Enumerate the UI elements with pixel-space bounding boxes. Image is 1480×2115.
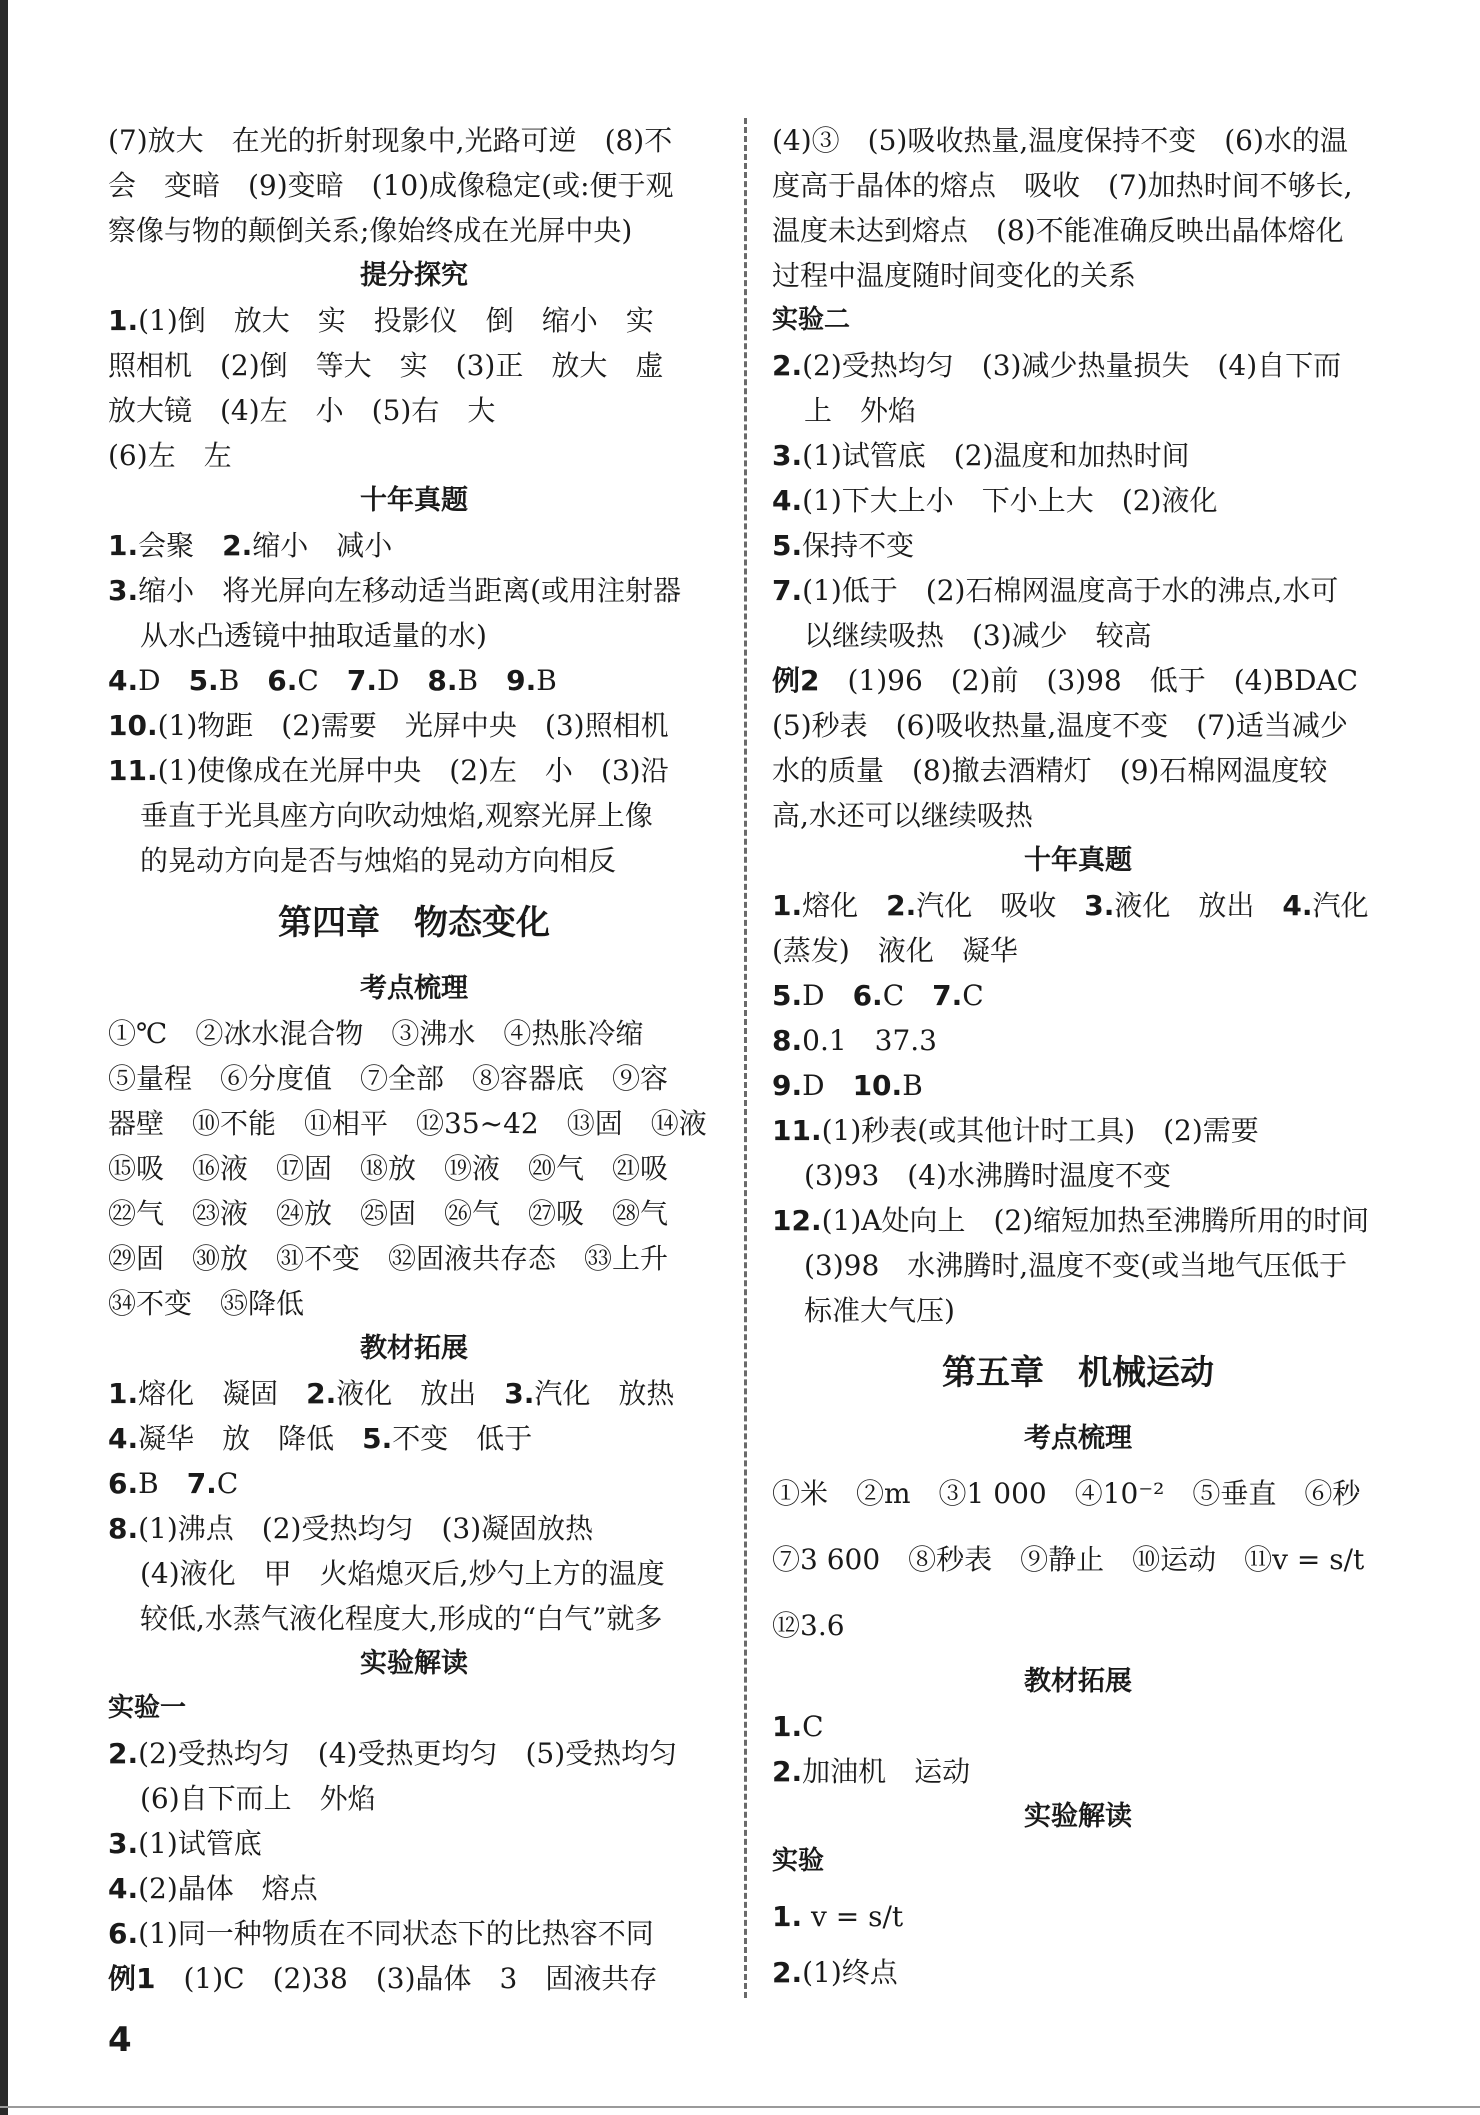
question-number: 3. xyxy=(108,574,139,607)
question-number: 9. xyxy=(506,664,537,697)
answer-text: (2)受热均匀 (4)受热更均匀 (5)受热均匀 xyxy=(138,1737,678,1770)
answer-line xyxy=(108,1596,720,1641)
answer-text: (4)③ (5)吸收热量,温度保持不变 (6)水的温 xyxy=(772,124,1348,157)
answer-text: ㉒气 ㉓液 ㉔放 ㉕固 ㉖气 ㉗吸 ㉘气 xyxy=(108,1197,669,1230)
answer-line xyxy=(772,1950,1384,1995)
question-number: 8. xyxy=(427,664,458,697)
answer-text: 缩小 减小 xyxy=(252,529,393,562)
question-number: 2. xyxy=(108,1737,139,1770)
answer-line xyxy=(108,1011,720,1056)
section-heading: 教材拓展 xyxy=(1024,1666,1132,1697)
answer-text: (4)液化 甲 火焰熄灭后,炒勺上方的温度 xyxy=(140,1557,665,1590)
answer-text: 过程中温度随时间变化的关系 xyxy=(772,259,1137,292)
answer-text: 加油机 运动 xyxy=(802,1755,971,1788)
answer-line xyxy=(772,343,1384,388)
question-number: 1. xyxy=(772,1710,803,1743)
answer-line xyxy=(772,613,1384,658)
question-number: 4. xyxy=(108,1872,139,1905)
answer-text: 垂直于光具座方向吹动烛焰,观察光屏上像 xyxy=(140,799,653,832)
question-number: 1. xyxy=(108,304,139,337)
question-number: 8. xyxy=(108,1512,139,1545)
answer-text: 水的质量 (8)撤去酒精灯 (9)石棉网温度较 xyxy=(772,754,1328,787)
answer-line xyxy=(772,883,1384,928)
answer-line xyxy=(108,1821,720,1866)
question-number: 9. xyxy=(772,1069,803,1102)
answer-text: 察像与物的颠倒关系;像始终成在光屏中央) xyxy=(108,214,633,247)
answer-line xyxy=(108,1191,720,1236)
answer-line xyxy=(772,253,1384,298)
answer-line xyxy=(108,388,720,433)
answer-line xyxy=(108,613,720,658)
answer-line xyxy=(108,523,720,568)
answer-text: 温度未达到熔点 (8)不能准确反映出晶体熔化 xyxy=(772,214,1344,247)
answer-text: (6)自下而上 外焰 xyxy=(140,1782,376,1815)
answer-line xyxy=(772,1884,1384,1950)
answer-line xyxy=(108,1461,720,1506)
answer-text: (1)倒 放大 实 投影仪 倒 缩小 实 xyxy=(138,304,654,337)
question-number: 12. xyxy=(772,1204,822,1237)
answer-text: B xyxy=(536,664,557,697)
question-number: 6. xyxy=(108,1917,139,1950)
answer-text: 会 变暗 (9)变暗 (10)成像稳定(或:便于观 xyxy=(108,169,674,202)
answer-text: (7)放大 在光的折射现象中,光路可逆 (8)不 xyxy=(108,124,673,157)
answer-line xyxy=(108,118,720,163)
question-number: 例1 xyxy=(108,1962,156,1995)
question-number: 2. xyxy=(306,1377,337,1410)
question-number: 7. xyxy=(186,1467,217,1500)
answer-text: ⑫3.6 xyxy=(772,1609,845,1642)
answer-text: 保持不变 xyxy=(802,529,915,562)
answer-text: B xyxy=(138,1467,187,1500)
question-number: 11. xyxy=(108,754,158,787)
answer-text: C xyxy=(216,1467,239,1500)
answer-line xyxy=(108,658,720,703)
answer-line xyxy=(772,928,1384,973)
section-heading: 考点梳理 xyxy=(360,973,468,1004)
answer-line xyxy=(108,298,720,343)
answer-text: 液化 放出 xyxy=(1114,889,1283,922)
answer-text: (1)低于 (2)石棉网温度高于水的沸点,水可 xyxy=(802,574,1339,607)
answer-line xyxy=(772,1063,1384,1108)
answer-text: 熔化 xyxy=(802,889,887,922)
question-number: 4. xyxy=(1282,889,1313,922)
answer-text: 度高于晶体的熔点 吸收 (7)加热时间不够长, xyxy=(772,169,1353,202)
answer-text: 汽化 xyxy=(1312,889,1369,922)
answer-line xyxy=(772,1749,1384,1794)
answer-text: 会聚 xyxy=(138,529,223,562)
answer-line xyxy=(108,1236,720,1281)
question-number: 1. xyxy=(108,1377,139,1410)
answer-text: 器壁 ⑩不能 ⑪相平 ⑫35~42 ⑬固 ⑭液 xyxy=(108,1107,707,1140)
answer-text: ⑮吸 ⑯液 ⑰固 ⑱放 ⑲液 ⑳气 ㉑吸 xyxy=(108,1152,669,1185)
answer-text: (1)试管底 xyxy=(138,1827,262,1860)
answer-text: 液化 放出 xyxy=(336,1377,505,1410)
question-number: 3. xyxy=(1084,889,1115,922)
page-number: 4 xyxy=(108,2020,132,2060)
answer-text: ①米 ②m ③1 000 ④10⁻² ⑤垂直 ⑥秒 xyxy=(772,1477,1361,1510)
answer-line xyxy=(108,1866,720,1911)
answer-text: 以继续吸热 (3)减少 较高 xyxy=(804,619,1152,652)
answer-text: (2)晶体 熔点 xyxy=(138,1872,318,1905)
answer-line xyxy=(108,1956,720,2001)
answer-text: (1)下大上小 下小上大 (2)液化 xyxy=(802,484,1218,517)
right-column xyxy=(772,118,1384,1995)
answer-line xyxy=(108,1776,720,1821)
answer-line xyxy=(772,1198,1384,1243)
answer-line xyxy=(108,163,720,208)
answer-line xyxy=(772,1243,1384,1288)
answer-text: D xyxy=(138,664,189,697)
answer-line xyxy=(108,838,720,883)
answer-text: ⑤量程 ⑥分度值 ⑦全部 ⑧容器底 ⑨容 xyxy=(108,1062,669,1095)
answer-text: 放大镜 (4)左 小 (5)右 大 xyxy=(108,394,496,427)
answer-text: (1)同一种物质在不同状态下的比热容不同 xyxy=(138,1917,654,1950)
answer-line xyxy=(772,1593,1384,1659)
answer-text: (1)沸点 (2)受热均匀 (3)凝固放热 xyxy=(138,1512,594,1545)
section-heading: 实验解读 xyxy=(360,1648,468,1679)
answer-text: C xyxy=(297,664,347,697)
answer-text: 缩小 将光屏向左移动适当距离(或用注射器 xyxy=(138,574,682,607)
answer-text: C xyxy=(962,979,984,1012)
answer-line xyxy=(108,748,720,793)
answer-line xyxy=(772,388,1384,433)
sub-heading: 实验 xyxy=(772,1846,825,1876)
sub-heading: 实验一 xyxy=(108,1693,187,1723)
answer-line xyxy=(108,1416,720,1461)
bottom-rule xyxy=(0,2106,1480,2108)
question-number: 6. xyxy=(852,979,883,1012)
answer-line xyxy=(772,118,1384,163)
question-number: 10. xyxy=(108,709,158,742)
column-divider xyxy=(744,118,747,1998)
question-number: 例2 xyxy=(772,664,820,697)
answer-line xyxy=(772,568,1384,613)
answer-text: (1)96 (2)前 (3)98 低于 (4)BDAC xyxy=(819,664,1359,697)
chapter-title: 第四章 物态变化 xyxy=(278,903,550,943)
answer-line xyxy=(772,1153,1384,1198)
section-heading: 教材拓展 xyxy=(360,1333,468,1364)
question-number: 8. xyxy=(772,1024,803,1057)
answer-line xyxy=(108,1371,720,1416)
answer-text: C xyxy=(802,1710,824,1743)
question-number: 4. xyxy=(108,1422,139,1455)
question-number: 5. xyxy=(772,529,803,562)
question-number: 7. xyxy=(932,979,963,1012)
answer-text: 0.1 37.3 xyxy=(802,1024,937,1057)
question-number: 5. xyxy=(362,1422,393,1455)
answer-line xyxy=(108,208,720,253)
question-number: 2. xyxy=(886,889,917,922)
left-column xyxy=(108,118,720,2001)
answer-text: (1)物距 (2)需要 光屏中央 (3)照相机 xyxy=(157,709,669,742)
answer-text: (6)左 左 xyxy=(108,439,232,472)
question-number: 1. xyxy=(772,1900,803,1933)
answer-line xyxy=(772,433,1384,478)
answer-text: (1)使像成在光屏中央 (2)左 小 (3)沿 xyxy=(157,754,669,787)
question-number: 7. xyxy=(772,574,803,607)
answer-text: (1)C (2)38 (3)晶体 3 固液共存 xyxy=(155,1962,658,1995)
question-number: 5. xyxy=(772,979,803,1012)
answer-line xyxy=(772,1527,1384,1593)
answer-text: ⑦3 600 ⑧秒表 ⑨静止 ⑩运动 ⑪v = s/t xyxy=(772,1543,1365,1576)
question-number: 2. xyxy=(772,1956,803,1989)
answer-line xyxy=(108,1551,720,1596)
answer-text: (3)93 (4)水沸腾时温度不变 xyxy=(804,1159,1171,1192)
question-number: 6. xyxy=(108,1467,139,1500)
section-heading: 考点梳理 xyxy=(1024,1423,1132,1454)
answer-line xyxy=(772,523,1384,568)
answer-text: 不变 低于 xyxy=(392,1422,533,1455)
answer-line xyxy=(772,1704,1384,1749)
question-number: 7. xyxy=(346,664,377,697)
section-heading: 十年真题 xyxy=(1024,845,1132,876)
answer-line xyxy=(108,1506,720,1551)
answer-text: (2)受热均匀 (3)减少热量损失 (4)自下而 xyxy=(802,349,1342,382)
question-number: 2. xyxy=(772,349,803,382)
answer-text: D xyxy=(802,1069,853,1102)
answer-text: C xyxy=(882,979,933,1012)
question-number: 5. xyxy=(188,664,219,697)
chapter-title: 第五章 机械运动 xyxy=(942,1353,1214,1393)
answer-line xyxy=(772,793,1384,838)
question-number: 6. xyxy=(267,664,298,697)
answer-text: (1)终点 xyxy=(802,1956,898,1989)
answer-text: ㉞不变 ㉟降低 xyxy=(108,1287,305,1320)
answer-text: (蒸发) 液化 凝华 xyxy=(772,934,1018,967)
answer-line xyxy=(772,658,1384,703)
answer-line xyxy=(772,748,1384,793)
answer-line xyxy=(108,703,720,748)
answer-text: 标准大气压) xyxy=(804,1294,955,1327)
question-number: 10. xyxy=(852,1069,903,1102)
section-heading: 提分探究 xyxy=(360,260,468,291)
answer-text: 上 外焰 xyxy=(804,394,917,427)
answer-text: v = s/t xyxy=(802,1900,904,1933)
answer-text: 凝华 放 降低 xyxy=(138,1422,363,1455)
answer-text: D xyxy=(802,979,853,1012)
question-number: 4. xyxy=(772,484,803,517)
answer-line xyxy=(108,1056,720,1101)
answer-line xyxy=(772,478,1384,523)
answer-line xyxy=(108,793,720,838)
answer-text: ①℃ ②冰水混合物 ③沸水 ④热胀冷缩 xyxy=(108,1017,644,1050)
section-heading: 实验解读 xyxy=(1024,1801,1132,1832)
question-number: 3. xyxy=(108,1827,139,1860)
question-number: 4. xyxy=(108,664,139,697)
answer-line xyxy=(108,1101,720,1146)
question-number: 2. xyxy=(772,1755,803,1788)
answer-text: B xyxy=(902,1069,923,1102)
answer-text: (5)秒表 (6)吸收热量,温度不变 (7)适当减少 xyxy=(772,709,1348,742)
answer-line xyxy=(772,1461,1384,1527)
answer-line xyxy=(108,433,720,478)
answer-text: B xyxy=(457,664,507,697)
question-number: 3. xyxy=(772,439,803,472)
answer-line xyxy=(772,1018,1384,1063)
answer-line xyxy=(772,973,1384,1018)
question-number: 11. xyxy=(772,1114,822,1147)
answer-line xyxy=(108,1911,720,1956)
question-number: 1. xyxy=(108,529,139,562)
answer-line xyxy=(108,1731,720,1776)
answer-line xyxy=(108,343,720,388)
answer-text: 的晃动方向是否与烛焰的晃动方向相反 xyxy=(140,844,617,877)
answer-line xyxy=(108,1281,720,1326)
answer-line xyxy=(772,163,1384,208)
page-edge xyxy=(0,0,8,2115)
answer-text: ㉙固 ㉚放 ㉛不变 ㉜固液共存态 ㉝上升 xyxy=(108,1242,669,1275)
answer-text: B xyxy=(218,664,268,697)
answer-text: (3)98 水沸腾时,温度不变(或当地气压低于 xyxy=(804,1249,1348,1282)
answer-line xyxy=(108,1146,720,1191)
answer-text: 较低,水蒸气液化程度大,形成的“白气”就多 xyxy=(140,1602,663,1635)
answer-text: 汽化 吸收 xyxy=(916,889,1085,922)
answer-line xyxy=(772,1288,1384,1333)
answer-line xyxy=(772,703,1384,748)
section-heading: 十年真题 xyxy=(360,485,468,516)
question-number: 1. xyxy=(772,889,803,922)
answer-text: (1)试管底 (2)温度和加热时间 xyxy=(802,439,1190,472)
sub-heading: 实验二 xyxy=(772,305,851,335)
question-number: 3. xyxy=(504,1377,535,1410)
answer-text: (1)A处向上 (2)缩短加热至沸腾所用的时间 xyxy=(821,1204,1370,1237)
answer-line xyxy=(772,208,1384,253)
answer-text: 照相机 (2)倒 等大 实 (3)正 放大 虚 xyxy=(108,349,664,382)
answer-line xyxy=(772,1108,1384,1153)
answer-text: 从水凸透镜中抽取适量的水) xyxy=(140,619,487,652)
answer-line xyxy=(108,568,720,613)
question-number: 2. xyxy=(222,529,253,562)
answer-text: 高,水还可以继续吸热 xyxy=(772,799,1033,832)
answer-text: 熔化 凝固 xyxy=(138,1377,307,1410)
answer-text: (1)秒表(或其他计时工具) (2)需要 xyxy=(821,1114,1259,1147)
answer-text: 汽化 放热 xyxy=(534,1377,675,1410)
answer-text: D xyxy=(376,664,428,697)
